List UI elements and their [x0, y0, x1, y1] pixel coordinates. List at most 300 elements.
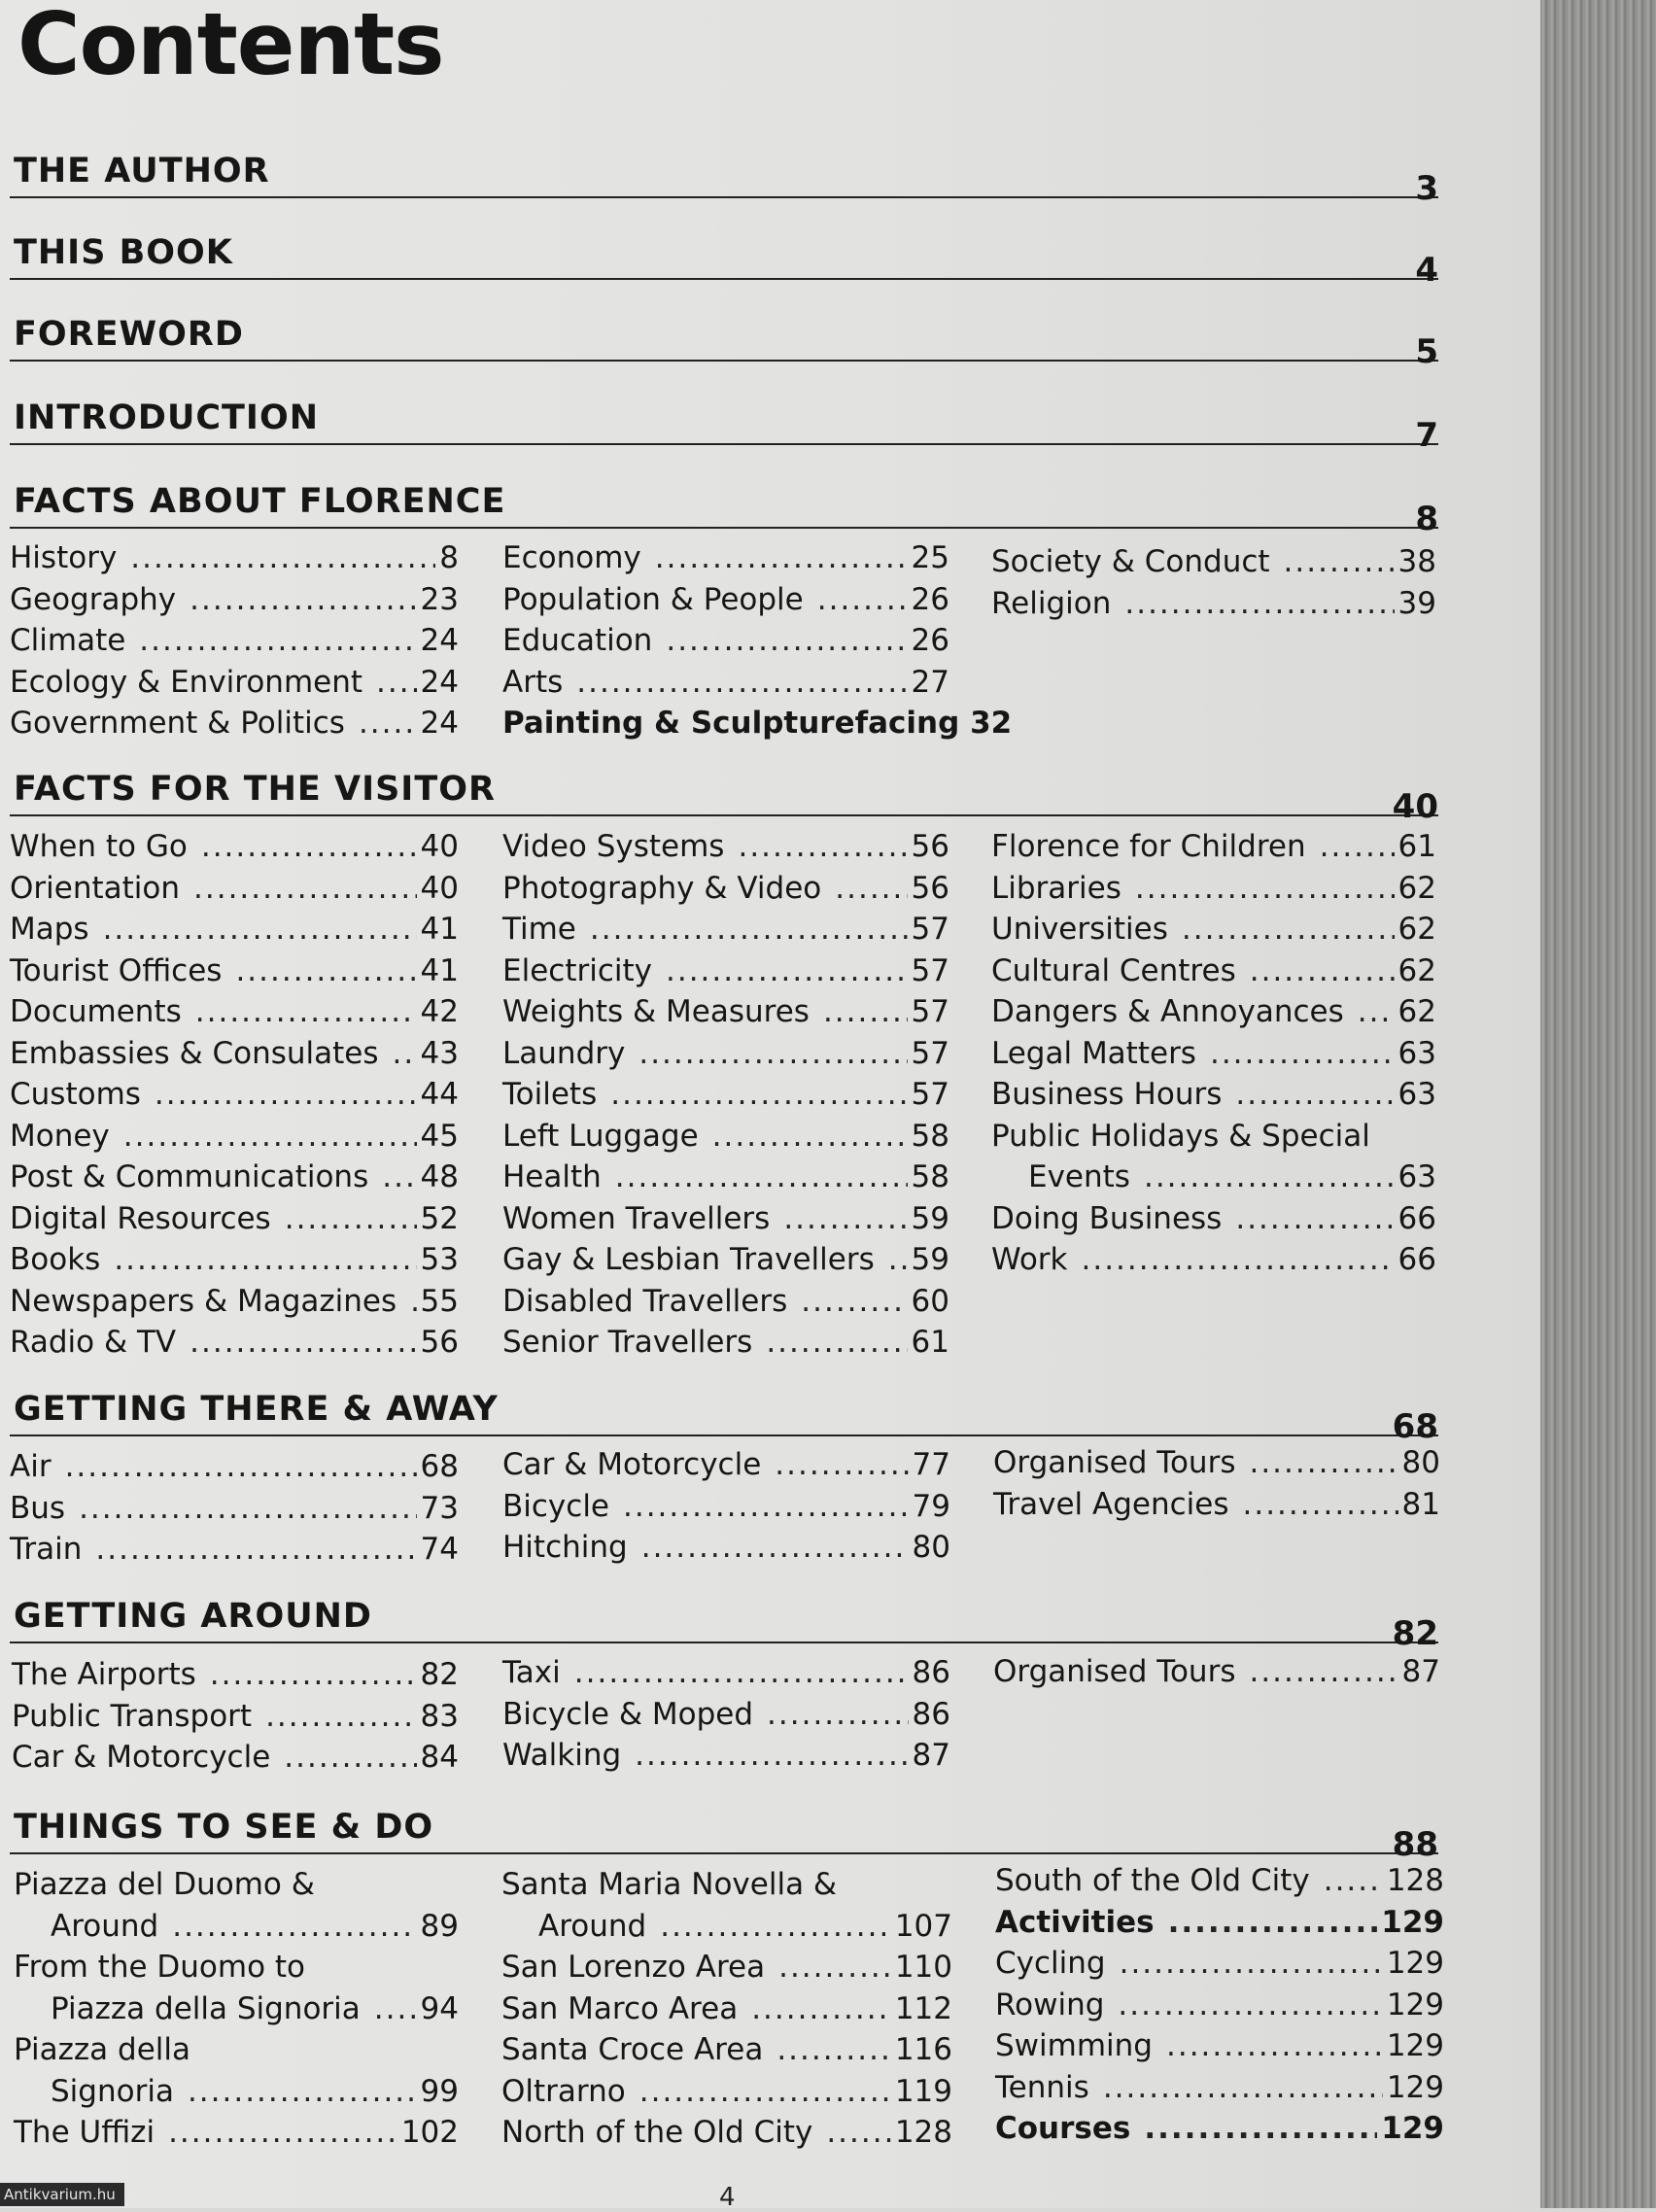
entry-title: Documents [10, 994, 182, 1029]
toc-entry [995, 1860, 1444, 1902]
entry-page: 83 [420, 1698, 459, 1734]
page-number: 4 [719, 2183, 736, 2212]
entry-page: 24 [420, 623, 459, 658]
dot-leader [641, 1527, 909, 1569]
toc-entry [995, 1902, 1444, 1944]
toc-entry-wrap-line1 [14, 2029, 459, 2071]
getting-there-col2 [502, 1444, 950, 1569]
entry-title: Public Transport [12, 1698, 253, 1734]
toc-entry [14, 2112, 459, 2154]
dot-leader [639, 2071, 891, 2113]
entry-title: Organised Tours [993, 1654, 1236, 1689]
dot-leader [1243, 1484, 1398, 1526]
dot-leader [1135, 868, 1395, 910]
dot-leader [660, 1906, 891, 1948]
entry-title: Car & Motorcycle [502, 1447, 762, 1482]
entry-page: 87 [912, 1738, 950, 1773]
section-label: THINGS TO SEE & DO [14, 1808, 434, 1847]
entry-title: Radio & TV [10, 1325, 177, 1360]
section-label: INTRODUCTION [14, 398, 319, 437]
dot-leader [103, 909, 417, 950]
toc-entry-wrap-line2 [14, 1906, 459, 1948]
toc-entry [502, 991, 949, 1033]
toc-entry-wrap-line1 [991, 1116, 1436, 1158]
section-page: 8 [1415, 500, 1438, 538]
entry-page: 128 [894, 2115, 952, 2150]
entry-page: 56 [911, 870, 949, 906]
entry-page: 57 [911, 1077, 949, 1112]
dot-leader [1118, 1985, 1382, 2026]
entry-title: Cycling [995, 1946, 1106, 1981]
dot-leader [284, 1737, 416, 1779]
toc-entry [501, 1947, 952, 1988]
dot-leader [751, 1988, 891, 2030]
entry-page: 73 [420, 1490, 459, 1526]
entry-title: Events [1028, 1159, 1130, 1194]
entry-page: 129 [1386, 2028, 1444, 2063]
dot-leader [776, 2029, 891, 2071]
entry-title: Libraries [991, 870, 1121, 906]
dot-leader [265, 1696, 416, 1738]
toc-entry [991, 1239, 1436, 1281]
toc-entry [995, 2025, 1444, 2067]
toc-entry [10, 1529, 459, 1571]
toc-entry [12, 1654, 459, 1696]
entry-title: Business Hours [991, 1077, 1223, 1112]
entry-title: Geography [10, 581, 177, 617]
dot-leader [382, 1157, 416, 1198]
entry-page: 63 [1397, 1035, 1436, 1071]
toc-entry [502, 1198, 949, 1240]
entry-page: 63 [1397, 1077, 1436, 1112]
entry-title: Painting & Sculpture [502, 706, 855, 741]
dot-leader [615, 1157, 908, 1198]
entry-title: Disabled Travellers [502, 1283, 788, 1319]
entry-page: 38 [1397, 544, 1436, 579]
dot-leader [139, 620, 416, 662]
toc-entry [502, 1239, 949, 1281]
toc-entry-wrap-line1 [501, 1864, 952, 1906]
entry-title: Economy [502, 540, 641, 575]
things-col1 [14, 1864, 459, 2154]
entry-title: San Marco Area [501, 1990, 739, 2026]
entry-page: 102 [400, 2115, 459, 2150]
entry-page: 112 [894, 1990, 952, 2026]
section-label: THE AUTHOR [14, 152, 270, 190]
dot-leader [1182, 909, 1395, 950]
toc-entry [10, 826, 459, 868]
toc-entry [502, 662, 949, 704]
toc-entry [10, 537, 459, 579]
entry-title: Rowing [995, 1987, 1105, 2022]
dot-leader [712, 1116, 908, 1158]
entry-page: facing 32 [854, 706, 1013, 741]
entry-page: 58 [911, 1159, 949, 1194]
entry-title: Around [51, 1908, 159, 1944]
dot-leader [1124, 583, 1394, 625]
dot-leader [95, 1529, 416, 1571]
toc-entry [10, 579, 459, 621]
entry-title: Florence for Children [991, 829, 1306, 864]
toc-entry [991, 1074, 1436, 1116]
toc-entry [502, 1281, 949, 1323]
toc-entry [10, 1281, 459, 1323]
entry-page: 58 [911, 1118, 949, 1154]
entry-page: 129 [1381, 2111, 1444, 2146]
section-label: FOREWORD [14, 315, 244, 354]
entry-page: 23 [420, 581, 459, 617]
entry-page: 57 [911, 1035, 949, 1071]
toc-entry [991, 991, 1436, 1033]
toc-entry [991, 950, 1436, 992]
things-col3 [995, 1860, 1444, 2150]
entry-title: Dangers & Annoyances [991, 994, 1344, 1029]
entry-page: 55 [420, 1283, 459, 1319]
entry-page: 57 [911, 952, 949, 988]
entry-page: 129 [1386, 1987, 1444, 2022]
watermark: Antikvarium.hu [0, 2183, 124, 2206]
entry-page: 43 [420, 1035, 459, 1071]
facts-florence-col3 [991, 541, 1436, 624]
toc-entry-wrap-line2 [501, 1906, 952, 1948]
entry-title: Signoria [51, 2073, 174, 2109]
entry-page: 45 [420, 1118, 459, 1154]
section-facts-about-florence [10, 480, 1438, 538]
entry-title: Orientation [10, 870, 181, 906]
entry-title: Activities [995, 1904, 1155, 1940]
entry-page: 26 [911, 581, 949, 617]
entry-title: Religion [991, 585, 1112, 621]
dot-leader [1235, 1198, 1394, 1240]
dot-leader [1120, 1943, 1383, 1985]
entry-title: Society & Conduct [991, 544, 1270, 579]
dot-leader [1358, 991, 1395, 1033]
dot-leader [130, 537, 435, 579]
dot-leader [123, 1116, 417, 1158]
dot-leader [801, 1281, 907, 1323]
entry-title: Newspapers & Magazines [10, 1283, 397, 1319]
toc-entry [502, 1735, 950, 1777]
dot-leader [576, 662, 907, 704]
toc-entry [991, 868, 1436, 910]
entry-title: Climate [10, 623, 126, 658]
entry-page: 82 [420, 1657, 459, 1692]
dot-leader [235, 950, 416, 992]
dot-leader [114, 1239, 416, 1281]
dot-leader [168, 2112, 397, 2154]
section-facts-for-the-visitor [10, 768, 1438, 826]
entry-page: 107 [894, 1908, 952, 1944]
dot-leader [666, 950, 908, 992]
entry-title: Electricity [502, 952, 652, 988]
entry-page: 41 [420, 952, 459, 988]
toc-entry [502, 1444, 950, 1486]
toc-entry [502, 1074, 949, 1116]
getting-there-col1 [10, 1446, 459, 1571]
toc-entry [501, 2112, 952, 2154]
entry-page: 129 [1386, 2069, 1444, 2105]
page-edge-stack [1540, 0, 1656, 2208]
entry-title: Taxi [502, 1655, 561, 1690]
toc-entry [10, 1116, 459, 1158]
dot-leader [359, 703, 417, 744]
toc-entry [995, 2108, 1444, 2150]
dot-leader [1250, 950, 1395, 992]
entry-page: 26 [911, 623, 949, 658]
dot-leader [1284, 541, 1395, 583]
dot-leader [738, 826, 907, 868]
toc-entry [501, 2071, 952, 2113]
facts-florence-col2 [502, 537, 1013, 744]
dot-leader [210, 1654, 417, 1696]
entry-page: 27 [911, 664, 949, 700]
entry-title: Money [10, 1118, 110, 1154]
entry-title: Oltrarno [501, 2073, 626, 2109]
dot-leader [590, 909, 908, 950]
facts-florence-col1 [10, 537, 459, 744]
entry-page: 86 [912, 1655, 950, 1690]
dot-leader [155, 1074, 417, 1116]
entry-title: Embassies & Consulates [10, 1035, 379, 1071]
entry-page: 25 [911, 540, 949, 575]
entry-title: Santa Maria Novella & [501, 1867, 838, 1902]
toc-entry [10, 909, 459, 950]
entry-title: Hitching [502, 1530, 628, 1565]
dot-leader [172, 1906, 416, 1948]
entry-page: 81 [1401, 1486, 1440, 1522]
toc-entry [502, 1527, 950, 1569]
entry-title: Work [991, 1242, 1068, 1277]
dot-leader [1249, 1442, 1397, 1484]
entry-title: Customs [10, 1077, 141, 1112]
toc-entry-wrap-line2 [991, 1157, 1436, 1198]
dot-leader [835, 868, 907, 910]
entry-title: North of the Old City [501, 2115, 813, 2150]
entry-page: 128 [1386, 1863, 1444, 1898]
entry-title: Piazza della [14, 2032, 190, 2067]
section-label: FACTS FOR THE VISITOR [14, 770, 496, 809]
dot-leader [374, 1988, 417, 2030]
entry-title: Santa Croce Area [501, 2032, 764, 2067]
entry-title: Video Systems [502, 829, 725, 864]
section-label: FACTS ABOUT FLORENCE [14, 482, 506, 521]
section-the-author [10, 150, 1438, 208]
toc-entry [502, 579, 949, 621]
entry-title: Books [10, 1242, 101, 1277]
entry-title: Doing Business [991, 1200, 1223, 1236]
dot-leader [775, 1444, 908, 1486]
section-page: 68 [1392, 1407, 1438, 1446]
dot-leader [638, 1033, 907, 1075]
toc-entry [501, 2029, 952, 2071]
toc-entry [991, 909, 1436, 950]
entry-page: 99 [420, 2073, 459, 2109]
entry-title: When to Go [10, 829, 188, 864]
toc-entry [502, 620, 949, 662]
entry-page: 89 [420, 1908, 459, 1944]
toc-entry [991, 541, 1436, 583]
entry-title: Around [538, 1908, 647, 1944]
dot-leader [1103, 2067, 1383, 2109]
section-label: GETTING AROUND [14, 1597, 372, 1636]
dot-leader [1144, 1157, 1395, 1198]
entry-title: Air [10, 1449, 52, 1484]
entry-title: Left Luggage [502, 1118, 699, 1154]
toc-entry [10, 1033, 459, 1075]
toc-entry [991, 1198, 1436, 1240]
toc-entry [10, 868, 459, 910]
dot-leader [1320, 826, 1395, 868]
entry-title: Tennis [995, 2069, 1089, 2105]
section-introduction [10, 397, 1438, 455]
section-page: 4 [1415, 251, 1438, 290]
entry-title: Time [502, 912, 576, 947]
dot-leader [826, 2112, 891, 2154]
toc-entry [993, 1484, 1440, 1526]
toc-entry [502, 1322, 949, 1364]
toc-entry [10, 1198, 459, 1240]
toc-entry [991, 583, 1436, 625]
dot-leader [767, 1694, 909, 1736]
toc-entry [502, 826, 949, 868]
entry-title: Weights & Measures [502, 994, 810, 1029]
entry-title: Laundry [502, 1035, 626, 1071]
dot-leader [376, 662, 417, 704]
getting-there-col3 [993, 1442, 1440, 1525]
section-page: 82 [1392, 1614, 1438, 1653]
dot-leader [190, 1322, 416, 1364]
entry-title: The Uffizi [14, 2115, 155, 2150]
toc-entry [10, 1074, 459, 1116]
entry-page: 110 [894, 1950, 952, 1985]
entry-title: Cultural Centres [991, 952, 1236, 988]
dot-leader [393, 1033, 417, 1075]
getting-around-col1 [12, 1654, 459, 1779]
toc-entry [995, 1985, 1444, 2026]
entry-page: 57 [911, 912, 949, 947]
dot-leader [1168, 1902, 1378, 1944]
entry-title: Senior Travellers [502, 1325, 753, 1360]
entry-page: 74 [420, 1532, 459, 1567]
facts-visitor-col2 [502, 826, 949, 1364]
page-title: Contents [17, 0, 444, 94]
section-label: GETTING THERE & AWAY [14, 1390, 499, 1429]
entry-page: 116 [894, 2032, 952, 2067]
toc-entry-wrap-line2 [14, 1988, 459, 2030]
toc-entry [502, 1033, 949, 1075]
dot-leader [201, 826, 417, 868]
entry-title: Digital Resources [10, 1200, 271, 1236]
entry-page: 60 [911, 1283, 949, 1319]
entry-page: 129 [1386, 1946, 1444, 1981]
entry-page: 129 [1381, 1904, 1444, 1940]
entry-page: 80 [1401, 1445, 1440, 1480]
getting-around-col2 [502, 1652, 950, 1777]
entry-page: 80 [912, 1530, 950, 1565]
toc-entry [12, 1696, 459, 1738]
entry-title: South of the Old City [995, 1863, 1310, 1898]
dot-leader [285, 1198, 417, 1240]
toc-entry [10, 1446, 459, 1488]
toc-entry [995, 2067, 1444, 2109]
entry-title: The Airports [12, 1657, 196, 1692]
entry-title: Bus [10, 1490, 66, 1526]
entry-title: Tourist Offices [10, 952, 223, 988]
toc-entry [502, 1116, 949, 1158]
entry-page: 94 [420, 1990, 459, 2026]
toc-entry [502, 1694, 950, 1736]
entry-page: 24 [420, 664, 459, 700]
toc-entry [502, 537, 949, 579]
entry-page: 24 [420, 706, 459, 741]
entry-page: 77 [912, 1447, 950, 1482]
dot-leader [610, 1074, 907, 1116]
section-this-book [10, 231, 1438, 290]
toc-entry [10, 1157, 459, 1198]
entry-page: 48 [420, 1159, 459, 1194]
entry-page: 56 [911, 829, 949, 864]
entry-title: Health [502, 1159, 602, 1194]
dot-leader [1235, 1074, 1394, 1116]
entry-page: 8 [439, 540, 459, 575]
toc-entry [502, 868, 949, 910]
entry-page: 62 [1397, 870, 1436, 906]
toc-entry [502, 1486, 950, 1528]
toc-entry-wrap-line2 [14, 2071, 459, 2113]
entry-page: 63 [1397, 1159, 1436, 1194]
dot-leader [1144, 2108, 1377, 2150]
entry-title: Public Holidays & Special [991, 1118, 1370, 1154]
toc-entry [502, 909, 949, 950]
entry-page: 84 [420, 1740, 459, 1775]
entry-page: 61 [1397, 829, 1436, 864]
toc-entry [991, 826, 1436, 868]
entry-title: Train [10, 1532, 83, 1567]
toc-entry [502, 1652, 950, 1694]
entry-title: Education [502, 623, 653, 658]
entry-title: Universities [991, 912, 1168, 947]
entry-page: 62 [1397, 952, 1436, 988]
dot-leader [817, 579, 908, 621]
things-col2 [501, 1864, 952, 2154]
section-page: 3 [1415, 169, 1438, 208]
toc-entry-color-section [502, 703, 1013, 744]
dot-leader [778, 1947, 891, 1988]
dot-leader [188, 2071, 417, 2113]
section-foreword [10, 313, 1438, 371]
toc-entry [991, 1033, 1436, 1075]
entry-title: Population & People [502, 581, 804, 617]
entry-title: Arts [502, 664, 564, 700]
entry-title: Piazza della Signoria [51, 1990, 361, 2026]
toc-entry [501, 1988, 952, 2030]
entry-title: Government & Politics [10, 706, 345, 741]
dot-leader [623, 1486, 909, 1528]
toc-entry-wrap-line1 [14, 1947, 459, 1988]
toc-entry [10, 1488, 459, 1530]
entry-page: 119 [894, 2073, 952, 2109]
entry-title: Bicycle [502, 1488, 609, 1524]
entry-page: 61 [911, 1325, 949, 1360]
entry-title: San Lorenzo Area [501, 1950, 766, 1985]
dot-leader [823, 991, 908, 1033]
entry-title: Legal Matters [991, 1035, 1196, 1071]
entry-title: Photography & Video [502, 870, 822, 906]
dot-leader [1210, 1033, 1395, 1075]
entry-title: Toilets [502, 1077, 598, 1112]
entry-title: Walking [502, 1738, 622, 1773]
entry-title: Post & Communications [10, 1159, 369, 1194]
